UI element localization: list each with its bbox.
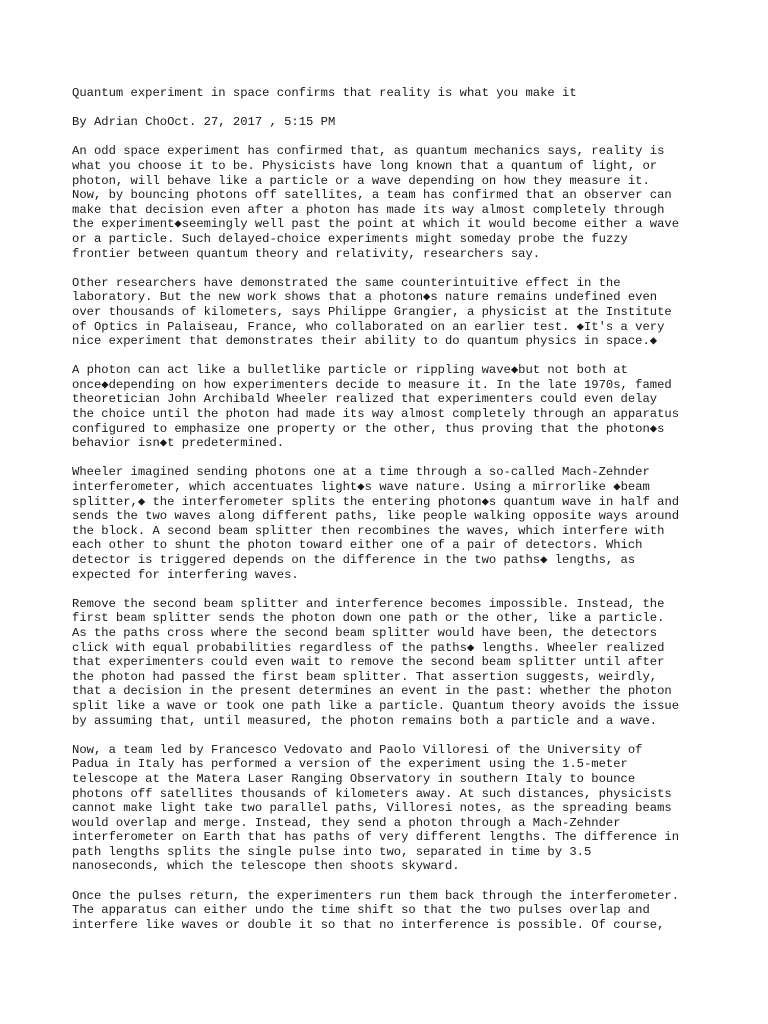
paragraph: A photon can act like a bulletlike particle or rippling wave◆but not both at once◆depending on how experimenters decide to measure it. In the late 1970s, famed theoretician John Archibald Wheeler realized that experimenters could even delay the choice until the photon had made its way almost completely through an apparatus configured to emphasize one property or the other, thus proving that the photon◆s behavior isn◆t predetermined. — [72, 363, 680, 451]
paragraph: An odd space experiment has confirmed that, as quantum mechanics says, reality is what you choose it to be. Physicists have long known that a quantum of light, or photon, will behave like a particle or a wave depending on how they measure it. Now, by bouncing photons off satellites, a team has confirmed that an observer can make that decision even after a photon has made its way almost completely through the experiment◆seemingly well past the point at which it would become either a wave or a particle. Such delayed-choice experiments might someday probe the fuzzy frontier between quantum theory and relativity, researchers say. — [72, 144, 680, 261]
paragraph: Once the pulses return, the experimenters run them back through the interferometer. The apparatus can either undo the time shift so that the two pulses overlap and interfere like waves or double it so that no interference is possible. Of course, — [72, 888, 680, 932]
paragraph: Other researchers have demonstrated the same counterintuitive effect in the laboratory. But the new work shows that a photon◆s nature remains undefined even over thousands of kilometers, says Philippe Grangier, a physicist at the Institute of Optics in Palaiseau, France, who collaborated on an earlier test. ◆It's a very nice experiment that demonstrates their ability to do quantum physics in space.◆ — [72, 275, 672, 349]
paragraph: Wheeler imagined sending photons one at a time through a so-called Mach-Zehnder interferometer, which accentuates light◆s wave nature. Using a mirrorlike ◆beam splitter,◆ the interferometer splits the entering photon◆s quantum wave in half and sends the two waves along different paths, like people walking opposite ways around the block. A second beam splitter then recombines the waves, which interfere with each other to shunt the photon toward either one of a pair of detectors. Which detector is triggered depends on the difference in the two paths◆ lengths, as expected for interfering waves. — [72, 465, 680, 582]
byline: By Adrian ChoOct. 27, 2017 , 5:15 PM — [72, 115, 336, 130]
article-title: Quantum experiment in space confirms that reality is what you make it — [72, 86, 577, 100]
paragraph: Remove the second beam splitter and interference becomes impossible. Instead, the first beam splitter sends the photon down one path or the other, like a particle. As the paths cross where the second beam splitter would have been, the detectors click with equal probabilities regardless of the paths◆ lengths. Wheeler realized that experimenters could even wait to remove the second beam splitter until after the photon had passed the first beam splitter. That assertion suggests, weirdly, that a decision in the present determines an event in the past: whether the photon split like a wave or took one path like a particle. Quantum theory avoids the issue by assuming that, until measured, the photon remains both a particle and a wave. — [72, 596, 680, 728]
paragraph: Now, a team led by Francesco Vedovato and Paolo Villoresi of the University of Padua in Italy has performed a version of the experiment using the 1.5-meter telescope at the Matera Laser Ranging Observatory in southern Italy to bounce photons off satellites thousands of kilometers away. At such distances, physicists cannot make light take two parallel paths, Villoresi notes, as the spreading beams would overlap and merge. Instead, they send a photon through a Mach-Zehnder interferometer on Earth that has paths of very different lengths. The difference in path lengths splits the single pulse into two, separated in time by 3.5 nanoseconds, which the telescope then shoots skyward. — [72, 742, 680, 874]
document-page — [72, 86, 712, 947]
